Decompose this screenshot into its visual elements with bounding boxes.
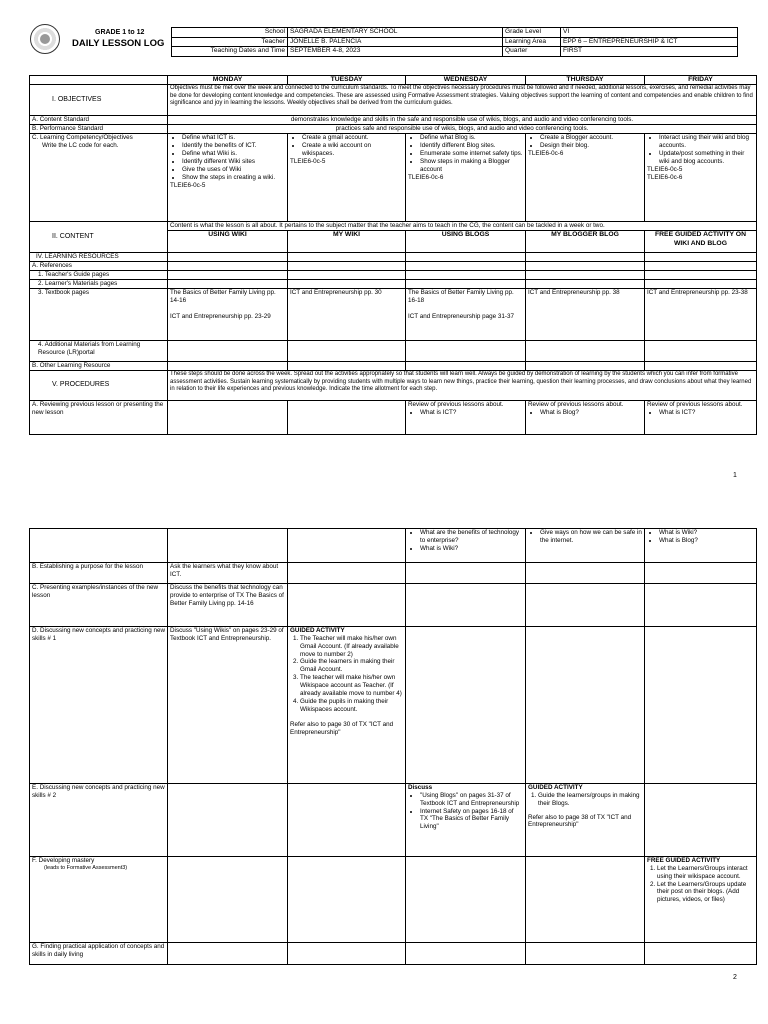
teacher-label: Teacher — [172, 37, 288, 47]
content-standard-text: demonstrates knowledge and skills in the safe and responsible use of wikis, blogs, and audio and video conferencing tools. — [168, 116, 757, 125]
guided-activity-heading: GUIDED ACTIVITY — [290, 627, 345, 634]
dates-value: SEPTEMBER 4-8, 2023 — [288, 47, 503, 57]
references-label: A. References — [30, 262, 168, 271]
page-number-2: 2 — [733, 974, 737, 981]
objectives-label: I. OBJECTIVES — [30, 85, 168, 116]
guided-activity-reference: Refer also to page 30 of TX "ICT and Entrepreneurship" — [290, 721, 394, 737]
guided-activity-heading-thursday: GUIDED ACTIVITY — [528, 784, 583, 791]
grade-level-value: VI — [561, 28, 738, 38]
textbook-monday-1: The Basics of Better Family Living pp. 14-16 — [170, 289, 276, 305]
list-item: • What are the benefits of technology to enterprise? — [420, 529, 523, 545]
topic-wednesday: USING BLOGS — [406, 231, 526, 253]
review-friday-head: Review of previous lessons about. — [647, 401, 743, 409]
list-item: 1. Let the Learners/Groups interact using their wikispace account. — [657, 865, 754, 881]
list-item: • Define what Blog is. — [420, 134, 523, 142]
competency-list-thursday — [528, 134, 642, 150]
list-item: 2. Let the Learners/Groups update their post on their blogs. (Add pictures, videos, or files) — [657, 881, 754, 905]
list-item: • What is Blog? — [540, 409, 642, 417]
teacher-value: JONELLE B. PALENCIA — [288, 37, 503, 47]
list-item: • Identify different Blog sites. — [420, 142, 523, 150]
competency-list-friday — [647, 134, 754, 165]
header-info-table — [171, 27, 738, 57]
textbook-thursday: ICT and Entrepreneurship pp. 38 — [526, 289, 645, 341]
review-thursday-head: Review of previous lessons about. — [528, 401, 624, 409]
procedure-g-label: G. Finding practical application of concepts and skills in daily living — [30, 943, 168, 965]
procedure-c-monday: Discuss the benefits that technology can provide to enterprise of TX The Basics of Better Family Living pp. 14-16 — [168, 584, 288, 627]
procedure-f-sublabel: (leads to Formative Assessment3) — [44, 864, 128, 871]
list-item: 2. Guide the learners in making their Gmail Account. — [300, 658, 403, 674]
list-item: 1. The Teacher will make his/her own Gmail Account. (If already available move to number 2) — [300, 635, 403, 659]
competency-sublabel: Write the LC code for each. — [42, 142, 119, 150]
guided-activity-steps — [290, 635, 403, 714]
list-item: 4. Guide the pupils in making their Wikispaces account. — [300, 698, 403, 714]
guided-activity-reference-thursday: Refer also to page 38 of TX "ICT and Entrepreneurship" — [528, 813, 632, 829]
doc-title: DAILY LESSON LOG — [72, 38, 165, 49]
list-item: 1. Guide the learners/groups in making their Blogs. — [538, 792, 642, 808]
day-wednesday: WEDNESDAY — [406, 76, 526, 85]
review-wednesday-head: Review of previous lessons about. — [408, 401, 504, 409]
procedure-b-monday: Ask the learners what they know about ICT. — [168, 563, 288, 584]
school-value: SAGRADA ELEMENTARY SCHOOL — [288, 28, 503, 38]
list-item: • What is ICT? — [420, 409, 523, 417]
school-label: School — [172, 28, 288, 38]
topic-monday: USING WIKI — [168, 231, 288, 253]
topic-tuesday: MY WIKI — [288, 231, 406, 253]
procedure-c-label: C. Presenting examples/instances of the new lesson — [30, 584, 168, 627]
content-standard-label: A. Content Standard — [30, 116, 168, 125]
other-resource-label: B. Other Learning Resource — [30, 362, 168, 371]
objectives-text: Objectives must be met over the week and connected to the curriculum standards. To meet the objectives necessary procedures must be followed and if needed, additional lessons, exercises, and remedial activities may be done for developing content knowledge and competencies. These are assessed using Formative Assessment strategies. Valuing objectives support the learning of content and competencies and enable children to find significance and joy in learning the lessons. Weekly objectives shall be derived from the curriculum guides. — [168, 85, 757, 116]
procedures-label: V. PROCEDURES — [30, 371, 168, 401]
textbook-friday: ICT and Entrepreneurship pp. 23-38 — [645, 289, 757, 341]
list-item: • Give ways on how we can be safe in the internet. — [540, 529, 642, 545]
lc-code-tuesday: TLEIE6-0c-5 — [290, 158, 326, 166]
list-item: • Update/post something in their wiki and blog accounts. — [659, 150, 754, 166]
competency-label: C. Learning Competency/Objectives — [32, 134, 133, 142]
deped-seal-logo — [30, 24, 60, 54]
list-item: • Identify different Wiki sites — [182, 158, 285, 166]
topic-friday: FREE GUIDED ACTIVITY ON WIKI AND BLOG — [645, 231, 757, 253]
list-item: • Identify the benefits of ICT. — [182, 142, 285, 150]
list-item: • Create a gmail account. — [302, 134, 403, 142]
content-label: II. CONTENT — [30, 222, 168, 253]
day-tuesday: TUESDAY — [288, 76, 406, 85]
textbook-wednesday-1: The Basics of Better Family Living pp. 16-18 — [408, 289, 514, 305]
list-item: • "Using Blogs" on pages 31-37 of Textbook ICT and Entrepreneurship — [420, 792, 523, 808]
discuss-list — [408, 792, 523, 831]
textbook-pages-label: 3. Textbook pages — [30, 289, 168, 341]
textbook-wednesday-2: ICT and Entrepreneurship page 31-37 — [408, 313, 514, 321]
competency-list-tuesday — [290, 134, 403, 158]
topic-thursday: MY BLOGGER BLOG — [526, 231, 645, 253]
page-number-1: 1 — [733, 472, 737, 479]
list-item: • Interact using their wiki and blog accounts. — [659, 134, 754, 150]
lc-code-thursday: TLEIE6-0c-6 — [528, 150, 564, 158]
continued-list-wednesday — [408, 529, 523, 553]
list-item: • Define what ICT is. — [182, 134, 285, 142]
continued-list-friday — [647, 529, 754, 545]
free-guided-activity-steps — [647, 865, 754, 904]
continued-list-thursday — [528, 529, 642, 545]
guided-activity-steps-thursday — [528, 792, 642, 808]
list-item: • Create a wiki account on wikispaces. — [302, 142, 403, 158]
list-item: • What is Wiki? — [420, 545, 523, 553]
additional-materials-label: 4. Additional Materials from Learning Resource (LR)portal — [30, 341, 168, 362]
learning-resources-label: IV. LEARNING RESOURCES — [30, 253, 168, 262]
list-item: • What is Wiki? — [659, 529, 754, 537]
lc-code-friday-2: TLEIE6-0c-6 — [647, 173, 683, 181]
content-note: Content is what the lesson is all about. It pertains to the subject matter that the teacher aims to teach in the CG, the content can be tackled in a week or two. — [168, 222, 757, 231]
competency-list-monday — [170, 134, 285, 181]
learners-materials-label: 2. Learner's Materials pages — [30, 280, 168, 289]
procedure-a-label: A. Reviewing previous lesson or presenting the new lesson — [30, 401, 168, 435]
lesson-log-table-page2 — [29, 528, 757, 965]
learning-area-value: EPP 6 – ENTREPRENEURSHIP & ICT — [561, 37, 738, 47]
procedures-note: These steps should be done across the week. Spread out the activities appropriately so that students will learn well. Always be guided by demonstration of learning by the students which you can infer from formative assessment activities. Sustain learning systematically by providing students with multiple ways to learn new things, practice their learning, question their learning processes, and draw conclusions about what they learned in relation to their life experiences and previous knowledge. Indicate the time allotment for each step. — [168, 371, 757, 401]
day-monday: MONDAY — [168, 76, 288, 85]
list-item: • Give the uses of Wiki — [182, 166, 285, 174]
procedure-e-label: E. Discussing new concepts and practicing new skills # 2 — [30, 784, 168, 857]
lc-code-friday-1: TLEIE6-0c-5 — [647, 165, 683, 173]
textbook-monday-2: ICT and Entrepreneurship pp. 23-29 — [170, 313, 271, 321]
quarter-label: Quarter — [503, 47, 561, 57]
day-thursday: THURSDAY — [526, 76, 645, 85]
procedure-f-label: F. Developing mastery — [32, 857, 95, 864]
list-item: • Create a Blogger account. — [540, 134, 642, 142]
procedure-b-label: B. Establishing a purpose for the lesson — [30, 563, 168, 584]
list-item: • Internet Safety on pages 16-18 of TX "The Basics of Better Family Living" — [420, 808, 523, 832]
learning-area-label: Learning Area — [503, 37, 561, 47]
textbook-tuesday: ICT and Entrepreneurship pp. 30 — [288, 289, 406, 341]
performance-standard-text: practices safe and responsible use of wikis, blogs, and audio and video conferencing tools. — [168, 125, 757, 134]
free-guided-activity-heading: FREE GUIDED ACTIVITY — [647, 857, 721, 864]
list-item: • What is Blog? — [659, 537, 754, 545]
lesson-log-table-page1 — [29, 75, 757, 435]
day-friday: FRIDAY — [645, 76, 757, 85]
list-item: • Show the steps in creating a wiki. — [182, 174, 285, 182]
list-item: • Enumerate some internet safety tips. — [420, 150, 523, 158]
list-item: • What is ICT? — [659, 409, 754, 417]
list-item: • Show steps in making a Blogger account — [420, 158, 523, 174]
lc-code-wednesday: TLEIE6-0c-6 — [408, 173, 444, 181]
grade-range: GRADE 1 to 12 — [95, 29, 145, 36]
discuss-heading: Discuss — [408, 784, 433, 791]
procedure-d-monday: Discuss "Using Wikis" on pages 23-29 of Textbook ICT and Entrepreneurship. — [168, 627, 288, 784]
dates-label: Teaching Dates and Time — [172, 47, 288, 57]
teachers-guide-label: 1. Teacher's Guide pages — [30, 271, 168, 280]
lc-code-monday: TLEIE6-0c-5 — [170, 181, 206, 189]
procedure-d-label: D. Discussing new concepts and practicing new skills # 1 — [30, 627, 168, 784]
quarter-value: FIRST — [561, 47, 738, 57]
performance-standard-label: B. Performance Standard — [30, 125, 168, 134]
competency-list-wednesday — [408, 134, 523, 173]
list-item: • Define what Wiki is. — [182, 150, 285, 158]
grade-level-label: Grade Level — [503, 28, 561, 38]
list-item: • Design their blog. — [540, 142, 642, 150]
list-item: 3. The teacher will make his/her own Wikispace account as Teacher. (If already available move to number 4) — [300, 674, 403, 698]
